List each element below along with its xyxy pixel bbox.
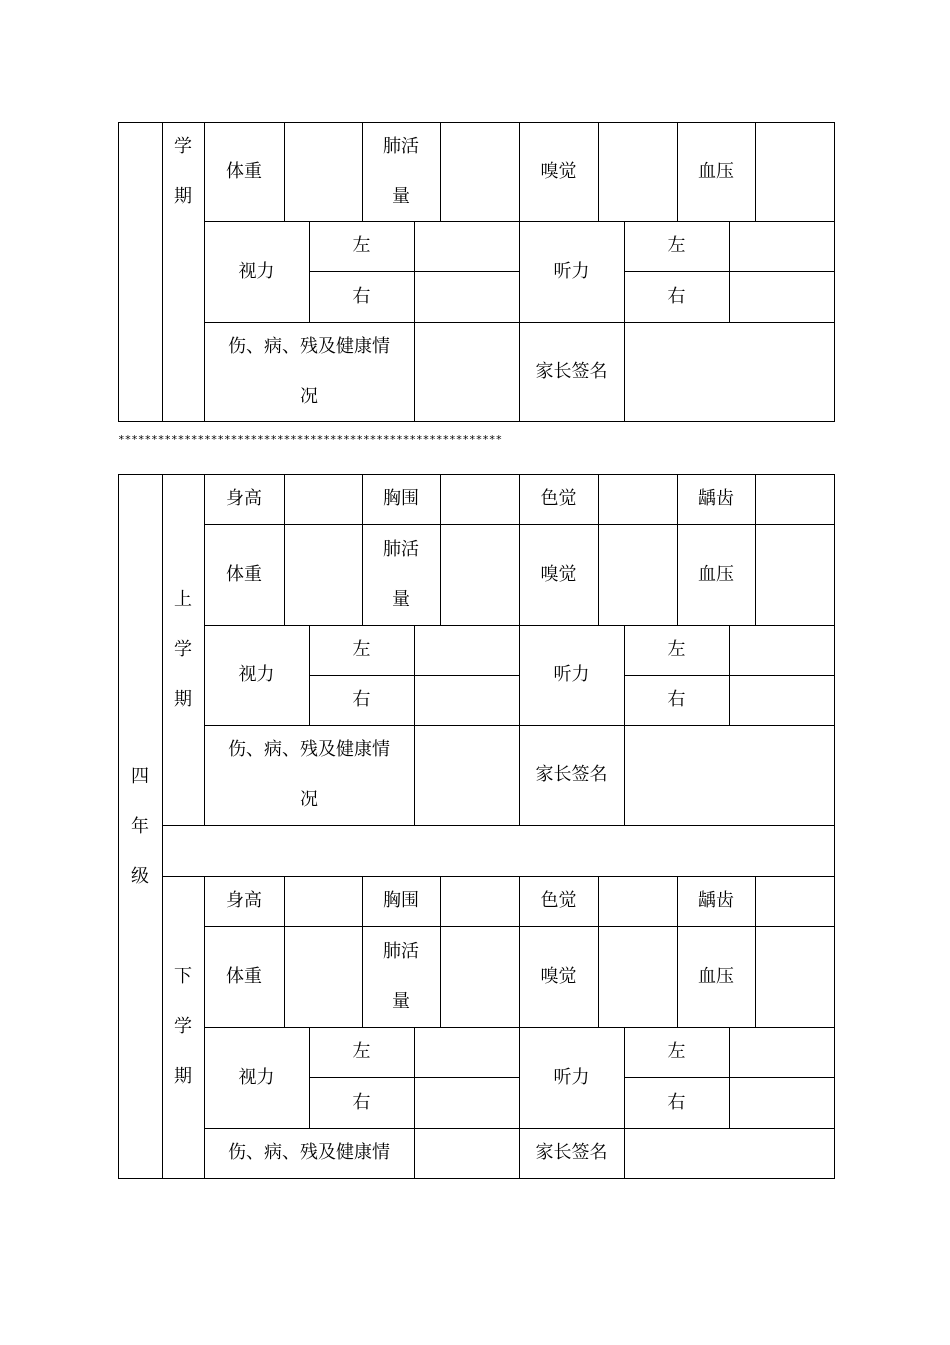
hearing-label: 听力 xyxy=(553,1066,590,1088)
color-vision-label: 色觉 xyxy=(540,890,577,911)
semester-label xyxy=(162,122,204,222)
semester-char: 学 xyxy=(174,136,192,157)
lower-semester-label xyxy=(162,876,204,1178)
chest-label: 胸围 xyxy=(383,890,419,911)
smell-label: 嗅觉 xyxy=(540,965,577,987)
dental-caries-label: 龋齿 xyxy=(698,890,734,911)
semester-char: 期 xyxy=(174,689,192,710)
vision-label: 视力 xyxy=(238,260,275,282)
health-condition-label: 伤、病、残及健康情 xyxy=(228,1142,390,1163)
lung-capacity-label xyxy=(362,524,440,625)
lung-capacity-line1: 肺活 xyxy=(383,135,419,157)
parent-signature-label: 家长签名 xyxy=(535,764,608,785)
grade-label xyxy=(118,474,162,1179)
vision-right-label: 右 xyxy=(352,285,371,307)
hearing-left-label: 左 xyxy=(667,235,686,256)
semester-char: 上 xyxy=(174,589,192,610)
grade-char: 级 xyxy=(131,865,149,887)
health-condition-line2: 况 xyxy=(300,789,318,810)
weight-label: 体重 xyxy=(226,563,262,585)
health-condition-label xyxy=(204,725,414,825)
vision-label: 视力 xyxy=(238,664,275,685)
color-vision-label: 色觉 xyxy=(540,488,577,509)
lung-capacity-label xyxy=(362,926,440,1027)
semester-char: 期 xyxy=(174,186,192,207)
lung-capacity-line1: 肺活 xyxy=(383,940,419,962)
hearing-label: 听力 xyxy=(553,664,590,685)
semester-char: 下 xyxy=(174,966,192,987)
upper-semester-label xyxy=(162,474,204,826)
vision-right-label: 右 xyxy=(352,1091,371,1113)
vision-left-label: 左 xyxy=(352,1041,371,1062)
hearing-right-label: 右 xyxy=(667,285,686,307)
asterisk-separator: ********************************************************** xyxy=(118,433,503,446)
blood-pressure-label: 血压 xyxy=(698,965,734,987)
vision-left-label: 左 xyxy=(352,235,371,256)
height-label: 身高 xyxy=(226,890,262,911)
semester-char: 学 xyxy=(174,639,192,660)
grade-char: 年 xyxy=(131,815,149,837)
semester-char: 学 xyxy=(174,1016,192,1037)
hearing-label: 听力 xyxy=(553,260,590,282)
dental-caries-label: 龋齿 xyxy=(698,488,734,509)
vision-right-label: 右 xyxy=(352,689,371,710)
vision-left-label: 左 xyxy=(352,639,371,660)
smell-label: 嗅觉 xyxy=(540,160,577,182)
weight-label: 体重 xyxy=(226,160,262,182)
hearing-left-label: 左 xyxy=(667,1041,686,1062)
hearing-right-label: 右 xyxy=(667,689,686,710)
grade-char: 四 xyxy=(131,765,149,787)
semester-char: 期 xyxy=(174,1066,192,1087)
health-condition-line1: 伤、病、残及健康情 xyxy=(228,335,390,357)
lung-capacity-line2: 量 xyxy=(392,990,410,1012)
lung-capacity-line2: 量 xyxy=(392,185,410,207)
hearing-right-label: 右 xyxy=(667,1091,686,1113)
lung-capacity-line1: 肺活 xyxy=(383,538,419,560)
height-label: 身高 xyxy=(226,488,262,509)
health-condition-line1: 伤、病、残及健康情 xyxy=(228,739,390,760)
parent-signature-label: 家长签名 xyxy=(535,1142,608,1163)
blood-pressure-label: 血压 xyxy=(698,563,734,585)
hearing-left-label: 左 xyxy=(667,639,686,660)
smell-label: 嗅觉 xyxy=(540,563,577,585)
lung-capacity-line2: 量 xyxy=(392,588,410,610)
health-condition-line2: 况 xyxy=(300,385,318,407)
vision-label: 视力 xyxy=(238,1066,275,1088)
chest-label: 胸围 xyxy=(383,488,419,509)
blood-pressure-label: 血压 xyxy=(698,160,734,182)
parent-signature-label: 家长签名 xyxy=(535,360,608,382)
weight-label: 体重 xyxy=(226,965,262,987)
health-condition-label xyxy=(204,322,414,421)
lung-capacity-label xyxy=(362,122,440,221)
